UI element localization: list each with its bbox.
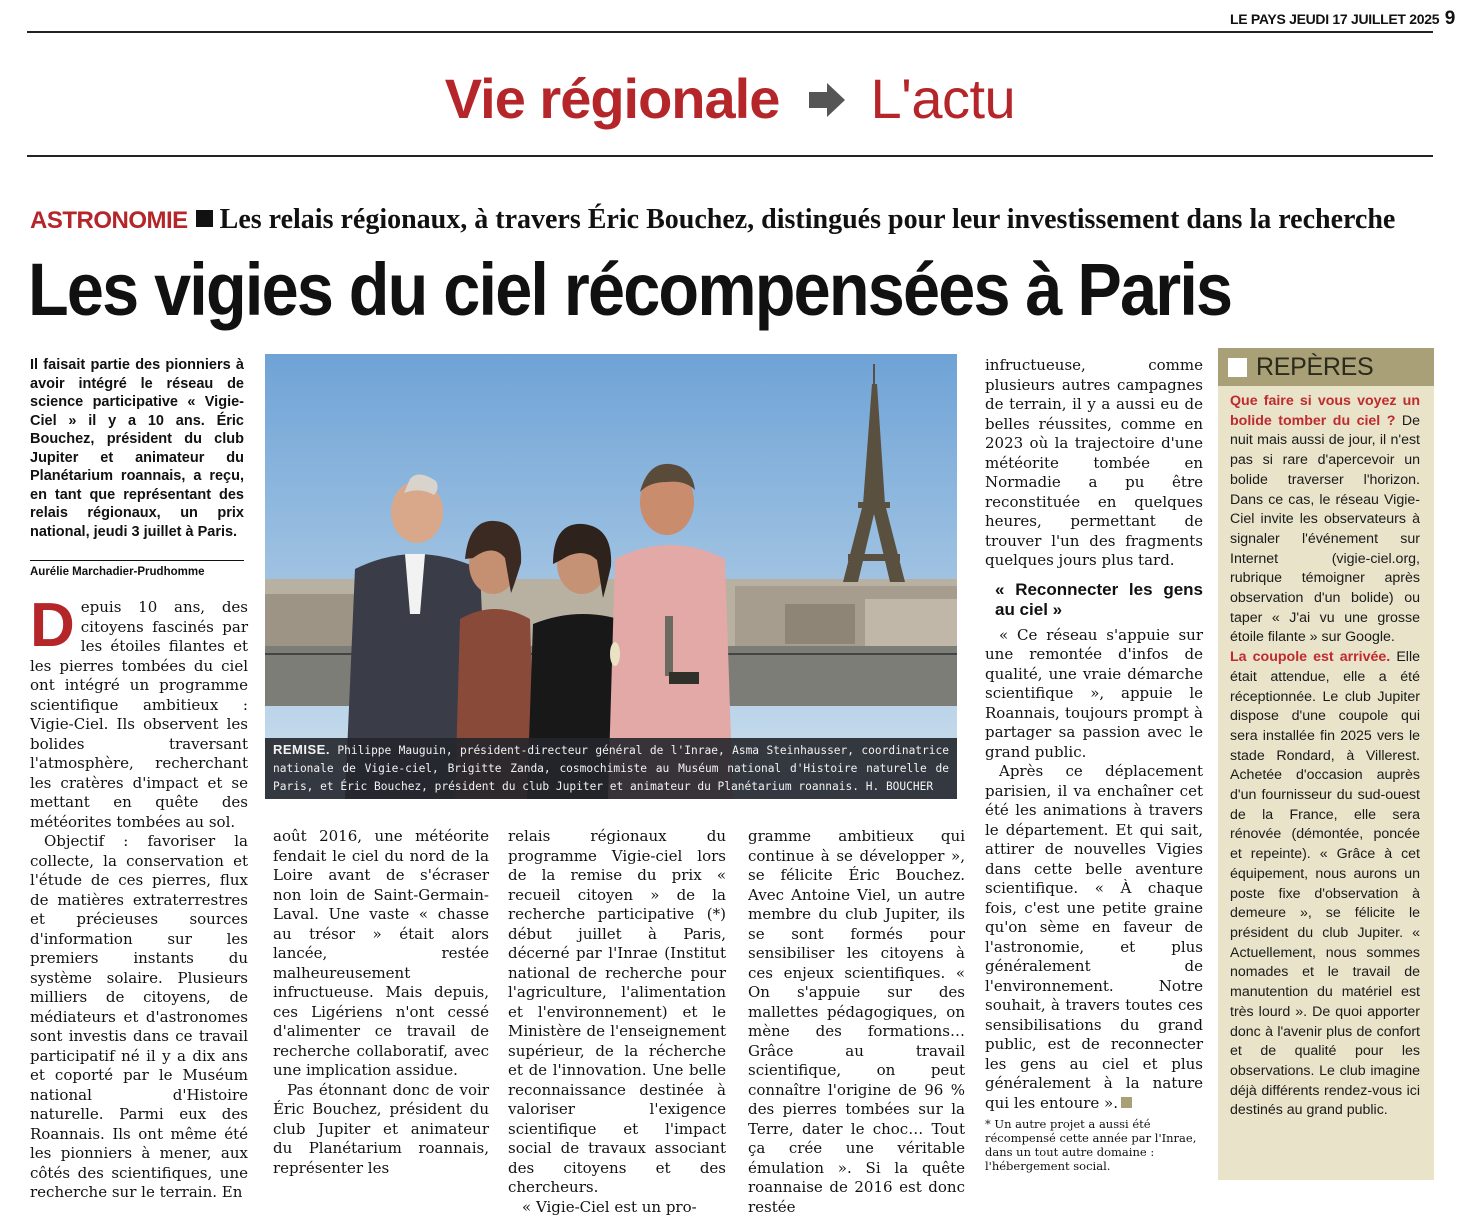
reperes-answer-2: Elle était attendue, elle a été réceptionnée. Le club Jupiter dispose d'une coupole qui sera installée fin 2025 vers le stade Rondard, à Villerest. Achetée d'occasion auprès d'un fournisseur du sud-ouest de la France, elle sera rénovée (démontée, poncée et repeinte). « Grâce à cet équipement, nous aurons un poste fixe d'observation à demeure », se félicite le président du club Jupiter. « Actuellement, nous sommes nomades et le travail de manutention du matériel est très lourd ». De quoi apporter donc à l'avenir plus de confort et de qualité pour les observations. Le club imagine déjà différents rendez-vous ici destinés au grand public.	[1230, 649, 1420, 1118]
article-photo	[265, 354, 957, 799]
paragraph: « Ce réseau s'appuie sur une remontée d'infos de qualité, une vraie démarche scientifique », appuie le Roannais, toujours prompt à partager sa passion avec le grand public.	[985, 626, 1203, 763]
photo-illustration	[265, 354, 957, 799]
section-title: Vie régionale	[445, 67, 780, 130]
author-byline: Aurélie Marchadier-Prudhomme	[30, 566, 244, 578]
reperes-question-2: La coupole est arrivée.	[1230, 649, 1390, 665]
reperes-title: REPÈRES	[1256, 353, 1373, 382]
paragraph: Objectif : favoriser la collecte, la conservation et l'étude de ces pierres, flux de matières extraterrestres et précieuses sources d'information sur les premiers instants du système solaire. Plusieurs milliers de citoyens, de médiateurs et d'astronomes sont investis dans ce travail participatif né il y a dix ans et coporté par le Muséum national d'Histoire naturelle. Parmi eux des Roannais. Ils ont même été les pionniers à mener, aux côtés des scientifiques, une recherche sur le terrain. En	[30, 832, 248, 1203]
reperes-question-1: Que faire si vous voyez un bolide tomber du ciel ?	[1230, 393, 1420, 429]
paragraph: infructueuse, comme plusieurs autres campagnes de terrain, il y a aussi eu de belles réussites, comme en 2023 où la trajectoire d'une météorite tombée en Normadie a pu être reconstituée en quelques heures, permettant de trouver l'un des fragments quelques jours plus tard.	[985, 356, 1203, 571]
rubric-rule	[27, 155, 1433, 157]
paragraph: relais régionaux du programme Vigie-ciel lors de la remise du prix « recueil citoyen » de la recherche participative (*) début juillet à Paris, décerné par l'Inrae (Institut national de recherche pour l'agriculture, l'alimentation et l'environnement) et le Ministère de l'enseignement supérieur, de la récherche et de l'innovation. Une belle reconnaissance destinée à valoriser l'exigence scientifique et l'impact social de travaux associant des citoyens et des chercheurs.	[508, 827, 726, 1198]
paragraph: Pas étonnant donc de voir Éric Bouchez, président du club Jupiter et animateur du Planétarium roannais, représenter les	[273, 1081, 489, 1179]
column-5	[985, 356, 1203, 1173]
article-lead: Il faisait partie des pionniers à avoir intégré le réseau de science participative « Vigie-Ciel » il y a 10 ans. Éric Bouchez, président du club Jupiter et animateur du Planétarium roannais, a reçu, en tant que représentant des relais régionaux, un prix national, jeudi 3 juillet à Paris.	[30, 356, 244, 541]
section-rubric	[27, 66, 1433, 132]
author-rule	[30, 560, 244, 561]
photo-caption	[265, 738, 957, 799]
caption-text: Philippe Mauguin, président-directeur général de l'Inrae, Asma Steinhausser, coordinatrice nationale de Vigie-ciel, Brigitte Zanda, cosmochimiste au Muséum national d'Histoire naturelle de Paris, et Éric Bouchez, président du club Jupiter et animateur du Planétarium roannais.	[273, 744, 949, 793]
page-header	[1230, 8, 1435, 30]
article-subtitle: Les relais régionaux, à travers Éric Bouchez, distingués pour leur investissement dans la recherche	[220, 204, 1396, 235]
square-icon	[1228, 358, 1247, 377]
column-3	[508, 827, 726, 1217]
subsection-title: L'actu	[871, 67, 1016, 130]
reperes-answer-1: De nuit mais aussi de jour, il n'est pas si rare d'apercevoir un bolide traverser l'horizon. Dans ce cas, le réseau Vigie-Ciel invite les observateurs à signaler l'événement sur Internet (vigie-ciel.org, rubrique témoigner après observation d'un bolide) ou taper « J'ai vu une grosse étoile filante » sur Google.	[1230, 413, 1420, 646]
paragraph: gramme ambitieux qui continue à se développer », se félicite Éric Bouchez. Avec Antoine Viel, un autre membre du club Jupiter, ils se sont formés pour sensibiliser les citoyens à ces enjeux scientifiques. « On s'appuie sur des mallettes pédagogiques, on mène des formations… Grâce au travail scientifique, on peut connaître l'origine de 96 % des pierres tombées sur la Terre, dater le choc… Tout ça crée une véritable émulation ». Si la quête roannaise de 2016 est donc restée	[748, 827, 965, 1217]
paragraph: août 2016, une météorite fendait le ciel du nord de la Loire avant de s'écraser non loin de Saint-Germain-Laval. Une vaste « chasse au trésor » était alors lancée, restée malheureusement infructueuse. Mais depuis, ces Ligériens n'ont cessé d'alimenter ce travail de recherche collaboratif, avec une implication assidue.	[273, 827, 489, 1081]
top-rule	[27, 31, 1433, 33]
intertitle: « Reconnecter les gens au ciel »	[995, 580, 1203, 620]
paragraph: Depuis 10 ans, des citoyens fascinés par les étoiles filantes et les pierres tombées du ciel ont intégré un programme scientifique ambitieux : Vigie-Ciel. Ils observent les bolides traversant l'atmosphère, recherchant les cratères d'impact et se mettant en quête des météorites tombées au sol.	[30, 598, 248, 832]
photo-credit: H. BOUCHER	[866, 780, 933, 793]
article-headline: Les vigies du ciel récompensées à Paris	[28, 246, 1288, 334]
column-1	[30, 598, 248, 1203]
drop-cap: D	[30, 599, 75, 653]
issue-date: JEUDI 17 JUILLET 2025	[1289, 11, 1439, 27]
column-4	[748, 827, 965, 1217]
article-kicker	[30, 204, 1430, 236]
reperes-title-bar	[1218, 348, 1434, 386]
end-mark-icon	[1121, 1097, 1132, 1108]
paper-name: LE PAYS	[1230, 11, 1285, 27]
caption-label: REMISE.	[273, 742, 330, 757]
arrow-right-icon	[805, 80, 847, 120]
reperes-body	[1230, 392, 1420, 1121]
square-bullet-icon	[196, 210, 213, 227]
paragraph: Après ce déplacement parisien, il va enchaîner cet été les animations à travers le département. Et qui sait, attirer de nouvelles Vigies dans cette belle aventure scientifique. « À chaque fois, c'est une petite graine qu'on sème en faveur de l'astronomie, et plus généralement de l'environnement. Notre souhait, à travers toutes ces sensibilisations du grand public, est de reconnecter les gens au ciel et plus généralement à la nature qui les entoure ».	[985, 762, 1203, 1113]
column-2	[273, 827, 489, 1178]
page-number: 9	[1445, 8, 1455, 29]
kicker-keyword: ASTRONOMIE	[30, 207, 188, 234]
paragraph: « Vigie-Ciel est un pro-	[508, 1198, 726, 1217]
footnote: * Un autre projet a aussi été récompensé cette année par l'Inrae, dans un tout autre domaine : l'hébergement social.	[985, 1117, 1203, 1173]
